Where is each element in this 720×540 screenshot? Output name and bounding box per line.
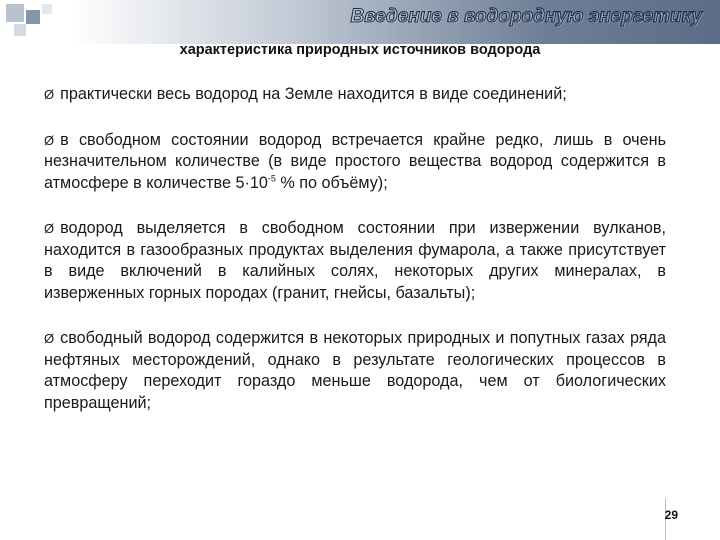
bullet-item <box>44 130 666 195</box>
page-number: 29 <box>664 508 678 522</box>
slide-heading: характеристика природных источников водорода <box>179 42 541 58</box>
arrow-bullet-icon: Ø <box>44 132 55 148</box>
arrow-bullet-icon: Ø <box>44 221 55 236</box>
bullet-text: свободный водород содержится в некоторых природных и попутных газах ряда нефтяных месторождений, однако в результате геологических процессов в атмосферу переходит гораздо меньше водорода, чем от биологических превращений; <box>44 329 666 412</box>
decorative-squares <box>6 4 56 44</box>
decorative-square <box>26 10 40 24</box>
bullet-text: в свободном состоянии водород встречается крайне редко, лишь в очень незначительном количестве (в виде простого вещества водород содержится в атмосфере в количестве 5·10 <box>44 130 666 192</box>
arrow-bullet-icon: Ø <box>44 87 55 102</box>
bullet-item <box>44 218 666 304</box>
bullet-text: водород выделяется в свободном состоянии при извержении вулканов, находится в газообразных продуктах выделения фумарола, а также присутствует в виде включений в калийных солях, некоторых других минералах, в изверженных горных породах (гранит, гнейсы, базальты); <box>44 219 666 302</box>
course-title: Введение в водородную энергетику <box>350 6 702 27</box>
decorative-square <box>14 24 26 36</box>
exponent: -5 <box>267 173 276 184</box>
decorative-square <box>6 4 24 22</box>
bullet-text: % по объёму); <box>275 173 388 192</box>
decorative-square <box>42 4 52 14</box>
arrow-bullet-icon: Ø <box>44 331 55 346</box>
bullet-item <box>44 84 666 106</box>
slide-content <box>44 84 666 414</box>
bullet-text: практически весь водород на Земле находится в виде соединений; <box>60 85 567 103</box>
header-bar <box>0 0 720 44</box>
bullet-item <box>44 328 666 414</box>
